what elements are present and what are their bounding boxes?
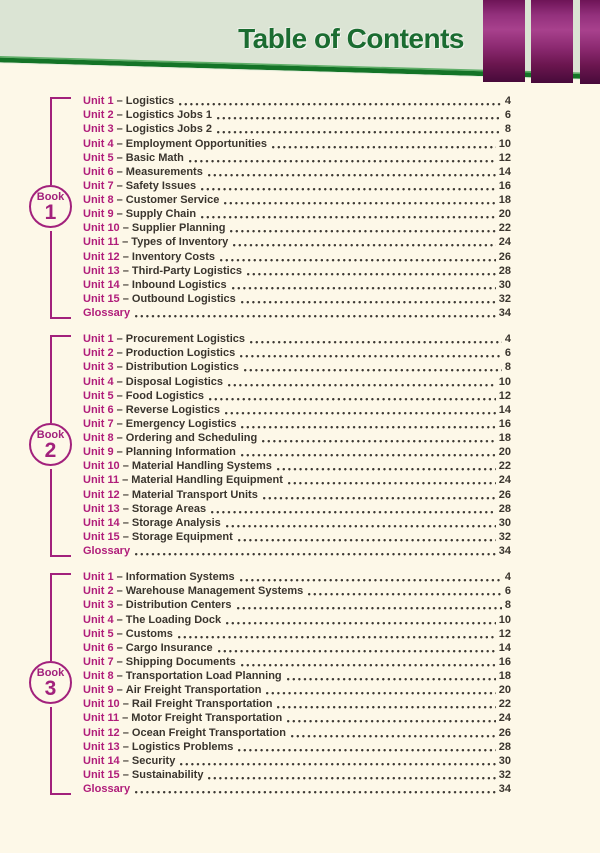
unit-label: Unit 2	[83, 109, 114, 122]
unit-title: – Supply Chain	[113, 208, 197, 221]
toc-row	[83, 374, 511, 388]
toc-row	[83, 502, 511, 516]
toc-row	[83, 598, 511, 612]
page-number: 8	[504, 123, 511, 136]
dotted-leader	[220, 259, 496, 262]
unit-label: Unit 15	[83, 292, 120, 305]
unit-title: – Rail Freight Transportation	[119, 698, 273, 711]
dotted-leader	[241, 664, 496, 667]
page-number: 4	[504, 333, 511, 346]
toc-row	[83, 403, 511, 417]
page-number: 14	[498, 641, 511, 654]
page-number: 24	[498, 474, 511, 487]
unit-label: Unit 6	[83, 403, 114, 416]
unit-label: Unit 14	[83, 278, 120, 291]
unit-title: – Logistics Jobs 1	[113, 109, 212, 122]
unit-title: – Storage Analysis	[119, 516, 221, 529]
toc-row	[83, 346, 511, 360]
unit-title: – Material Handling Equipment	[119, 474, 283, 487]
unit-label: Unit 3	[83, 599, 114, 612]
toc-row	[83, 221, 511, 235]
unit-label: Unit 13	[83, 264, 120, 277]
page-number: 22	[498, 698, 511, 711]
page-number: 28	[498, 264, 511, 277]
toc-row	[83, 94, 511, 108]
toc-row	[83, 754, 511, 768]
page-number: 10	[498, 375, 511, 388]
page-number: 10	[498, 613, 511, 626]
dotted-leader	[266, 692, 495, 695]
dotted-leader	[230, 230, 495, 233]
dotted-leader	[287, 720, 496, 723]
book-badge-label: Book	[36, 191, 65, 203]
bracket-line	[50, 707, 52, 793]
bracket-line	[50, 97, 52, 185]
toc-row	[83, 516, 511, 530]
toc-row	[83, 570, 511, 584]
page-number: 32	[498, 292, 511, 305]
unit-title: – Production Logistics	[113, 347, 236, 360]
toc-rows	[83, 332, 511, 558]
unit-label: Unit 5	[83, 627, 114, 640]
toc-row	[83, 641, 511, 655]
toc-row	[83, 179, 511, 193]
toc-row	[83, 544, 511, 558]
page-number: 16	[498, 655, 511, 668]
toc-row	[83, 389, 511, 403]
unit-title: – Procurement Logistics	[113, 333, 245, 346]
book-badge-number: 3	[44, 677, 57, 700]
page-number: 20	[498, 208, 511, 221]
page-number: 34	[498, 545, 511, 557]
toc-row	[83, 431, 511, 445]
bracket-line	[50, 573, 52, 661]
unit-label: Unit 3	[83, 361, 114, 374]
page-number: 30	[498, 754, 511, 767]
book-section	[0, 570, 600, 797]
unit-label: Unit 7	[83, 655, 114, 668]
unit-label: Unit 5	[83, 151, 114, 164]
bracket-line	[50, 231, 52, 317]
book-badge	[29, 185, 72, 228]
page-number: 10	[498, 137, 511, 150]
accent-bar	[531, 0, 573, 83]
toc-row	[83, 165, 511, 179]
page-number: 6	[504, 585, 511, 598]
page-number: 32	[498, 530, 511, 543]
toc-row	[83, 782, 511, 796]
toc-row	[83, 487, 511, 501]
dotted-leader	[135, 791, 496, 794]
unit-title: – Sustainability	[119, 768, 204, 781]
page-number: 18	[498, 432, 511, 444]
page-title: Table of Contents	[238, 23, 464, 54]
bracket-tick	[50, 555, 71, 557]
unit-label: Unit 5	[83, 389, 114, 402]
unit-title: – Employment Opportunities	[113, 137, 267, 150]
unit-label: Unit 12	[83, 726, 120, 739]
dotted-leader	[224, 202, 495, 205]
book-section	[0, 94, 600, 321]
toc-row	[83, 360, 511, 374]
toc-row	[83, 473, 511, 487]
bracket-line	[50, 335, 52, 423]
unit-label: Unit 3	[83, 123, 114, 136]
unit-title: – Security	[119, 754, 176, 767]
bracket-tick	[50, 97, 71, 99]
dotted-leader	[225, 412, 496, 415]
toc-row	[83, 278, 511, 292]
dotted-leader	[247, 273, 496, 276]
dotted-leader	[272, 146, 496, 149]
dotted-leader	[287, 678, 496, 681]
unit-label: Glossary	[83, 545, 131, 557]
toc-row	[83, 235, 511, 249]
toc-row	[83, 108, 511, 122]
unit-title: – Storage Equipment	[119, 530, 233, 543]
dotted-leader	[201, 188, 496, 191]
dotted-leader	[241, 454, 496, 457]
unit-label: Unit 6	[83, 641, 114, 654]
dotted-leader	[209, 398, 496, 401]
dotted-leader	[277, 468, 496, 471]
unit-title: – Motor Freight Transportation	[119, 712, 283, 725]
toc-row	[83, 445, 511, 459]
unit-title: – Storage Areas	[119, 502, 207, 515]
toc-row	[83, 122, 511, 136]
toc-row	[83, 627, 511, 641]
unit-label: Unit 4	[83, 375, 114, 388]
unit-label: Unit 8	[83, 194, 114, 206]
unit-label: Unit 10	[83, 460, 120, 473]
unit-label: Unit 14	[83, 754, 120, 767]
accent-bar	[580, 0, 600, 84]
unit-label: Unit 4	[83, 137, 114, 150]
dotted-leader	[217, 117, 502, 120]
book-section	[0, 332, 600, 559]
toc-row	[83, 669, 511, 683]
unit-title: – Measurements	[113, 165, 203, 178]
unit-title: – Shipping Documents	[113, 655, 236, 668]
dotted-leader	[189, 160, 496, 163]
toc-row	[83, 249, 511, 263]
unit-title: – Third-Party Logistics	[119, 264, 242, 277]
unit-label: Unit 9	[83, 684, 114, 697]
dotted-leader	[238, 539, 496, 542]
bracket-tick	[50, 317, 71, 319]
page-number: 16	[498, 417, 511, 430]
toc-row	[83, 459, 511, 473]
dotted-leader	[180, 763, 495, 766]
dotted-leader	[228, 384, 496, 387]
unit-title: – Logistics	[113, 95, 175, 108]
unit-title: – Supplier Planning	[119, 222, 226, 235]
unit-label: Glossary	[83, 307, 131, 319]
dotted-leader	[179, 103, 502, 106]
unit-title: – Basic Math	[113, 151, 184, 164]
unit-title: – Planning Information	[113, 446, 236, 459]
toc-row	[83, 740, 511, 754]
toc-row	[83, 264, 511, 278]
toc-row	[83, 417, 511, 431]
toc-row	[83, 306, 511, 320]
unit-label: Unit 1	[83, 571, 114, 584]
book-badge-label: Book	[36, 429, 65, 441]
unit-title: – Food Logistics	[113, 389, 205, 402]
page-number: 30	[498, 278, 511, 291]
toc-rows	[83, 570, 511, 796]
dotted-leader	[240, 579, 502, 582]
unit-label: Unit 8	[83, 432, 114, 444]
page-number: 6	[504, 109, 511, 122]
bracket-line	[50, 469, 52, 555]
dotted-leader	[135, 315, 496, 318]
unit-label: Unit 7	[83, 417, 114, 430]
dotted-leader	[291, 735, 496, 738]
toc-row	[83, 683, 511, 697]
unit-label: Unit 9	[83, 446, 114, 459]
dotted-leader	[135, 553, 496, 556]
dotted-leader	[218, 650, 496, 653]
dotted-leader	[262, 440, 496, 443]
page-number: 22	[498, 460, 511, 473]
toc-row	[83, 655, 511, 669]
page-number: 4	[504, 95, 511, 108]
page-number: 34	[498, 783, 511, 795]
unit-label: Glossary	[83, 783, 131, 795]
page-number: 28	[498, 740, 511, 753]
unit-label: Unit 1	[83, 333, 114, 346]
unit-label: Unit 15	[83, 530, 120, 543]
unit-label: Unit 2	[83, 585, 114, 598]
dotted-leader	[232, 287, 496, 290]
page-number: 14	[498, 165, 511, 178]
unit-title: – Logistics Jobs 2	[113, 123, 212, 136]
dotted-leader	[226, 622, 496, 625]
dotted-leader	[244, 369, 502, 372]
dotted-leader	[277, 706, 495, 709]
page-number: 8	[504, 599, 511, 612]
page-number: 30	[498, 516, 511, 529]
dotted-leader	[233, 244, 495, 247]
dotted-leader	[250, 341, 502, 344]
unit-title: – Customer Service	[113, 194, 220, 206]
unit-label: Unit 6	[83, 165, 114, 178]
page-number: 24	[498, 236, 511, 249]
dotted-leader	[288, 482, 496, 485]
unit-title: – Warehouse Management Systems	[113, 585, 304, 598]
unit-label: Unit 11	[83, 474, 120, 487]
toc-row	[83, 151, 511, 165]
toc-row	[83, 136, 511, 150]
page-number: 20	[498, 446, 511, 459]
unit-title: – Ocean Freight Transportation	[119, 726, 286, 739]
unit-label: Unit 7	[83, 179, 114, 192]
dotted-leader	[178, 636, 496, 639]
toc-row	[83, 725, 511, 739]
accent-bar	[483, 0, 525, 82]
page-header	[0, 0, 600, 92]
unit-title: – Distribution Logistics	[113, 361, 239, 374]
unit-label: Unit 12	[83, 488, 120, 501]
dotted-leader	[211, 511, 496, 514]
book-badge	[29, 661, 72, 704]
page-number: 26	[498, 250, 511, 263]
page-number: 12	[498, 389, 511, 402]
unit-label: Unit 13	[83, 502, 120, 515]
dotted-leader	[201, 216, 496, 219]
toc-row	[83, 768, 511, 782]
unit-title: – Air Freight Transportation	[113, 684, 262, 697]
toc-row	[83, 207, 511, 221]
dotted-leader	[217, 131, 502, 134]
bracket-tick	[50, 573, 71, 575]
page-number: 24	[498, 712, 511, 725]
unit-title: – Outbound Logistics	[119, 292, 236, 305]
dotted-leader	[308, 593, 502, 596]
unit-title: – Information Systems	[113, 571, 235, 584]
book-badge-number: 2	[44, 439, 57, 462]
toc-row	[83, 530, 511, 544]
dotted-leader	[238, 749, 495, 752]
page-number: 28	[498, 502, 511, 515]
unit-title: – Emergency Logistics	[113, 417, 237, 430]
book-badge-label: Book	[36, 667, 65, 679]
unit-label: Unit 10	[83, 222, 120, 235]
unit-label: Unit 13	[83, 740, 120, 753]
dotted-leader	[240, 355, 502, 358]
dotted-leader	[237, 607, 502, 610]
page-number: 34	[498, 307, 511, 319]
toc-row	[83, 193, 511, 207]
unit-title: – Reverse Logistics	[113, 403, 220, 416]
bracket-tick	[50, 793, 71, 795]
unit-title: – Logistics Problems	[119, 740, 234, 753]
toc-row	[83, 332, 511, 346]
unit-title: – Inbound Logistics	[119, 278, 227, 291]
unit-title: – The Loading Dock	[113, 613, 222, 626]
unit-label: Unit 2	[83, 347, 114, 360]
page-number: 22	[498, 222, 511, 235]
dotted-leader	[263, 497, 496, 500]
unit-title: – Material Transport Units	[119, 488, 258, 501]
unit-label: Unit 9	[83, 208, 114, 221]
page-number: 6	[504, 347, 511, 360]
unit-label: Unit 12	[83, 250, 120, 263]
unit-title: – Ordering and Scheduling	[113, 432, 258, 444]
page-number: 12	[498, 151, 511, 164]
page-number: 18	[498, 670, 511, 682]
unit-title: – Material Handling Systems	[119, 460, 272, 473]
page-number: 32	[498, 768, 511, 781]
unit-label: Unit 15	[83, 768, 120, 781]
toc-row	[83, 584, 511, 598]
page-number: 18	[498, 194, 511, 206]
page-number: 26	[498, 488, 511, 501]
page-number: 26	[498, 726, 511, 739]
unit-label: Unit 10	[83, 698, 120, 711]
unit-title: – Customs	[113, 627, 173, 640]
page-number: 14	[498, 403, 511, 416]
page-number: 8	[504, 361, 511, 374]
unit-title: – Safety Issues	[113, 179, 197, 192]
unit-label: Unit 4	[83, 613, 114, 626]
page-number: 16	[498, 179, 511, 192]
toc-row	[83, 612, 511, 626]
unit-label: Unit 14	[83, 516, 120, 529]
page-number: 4	[504, 571, 511, 584]
toc-row	[83, 697, 511, 711]
unit-title: – Distribution Centers	[113, 599, 232, 612]
unit-title: – Cargo Insurance	[113, 641, 213, 654]
dotted-leader	[208, 777, 495, 780]
dotted-leader	[241, 301, 496, 304]
unit-title: – Inventory Costs	[119, 250, 216, 263]
unit-title: – Types of Inventory	[119, 236, 229, 249]
page-number: 20	[498, 684, 511, 697]
bracket-tick	[50, 335, 71, 337]
unit-title: – Disposal Logistics	[113, 375, 223, 388]
unit-title: – Transportation Load Planning	[113, 670, 282, 682]
unit-label: Unit 1	[83, 95, 114, 108]
book-badge-number: 1	[44, 201, 57, 224]
toc-rows	[83, 94, 511, 320]
page-number: 12	[498, 627, 511, 640]
unit-label: Unit 11	[83, 236, 120, 249]
dotted-leader	[241, 426, 495, 429]
unit-label: Unit 11	[83, 712, 120, 725]
toc-row	[83, 711, 511, 725]
dotted-leader	[208, 174, 496, 177]
toc-row	[83, 292, 511, 306]
unit-label: Unit 8	[83, 670, 114, 682]
book-badge	[29, 423, 72, 466]
dotted-leader	[226, 525, 496, 528]
